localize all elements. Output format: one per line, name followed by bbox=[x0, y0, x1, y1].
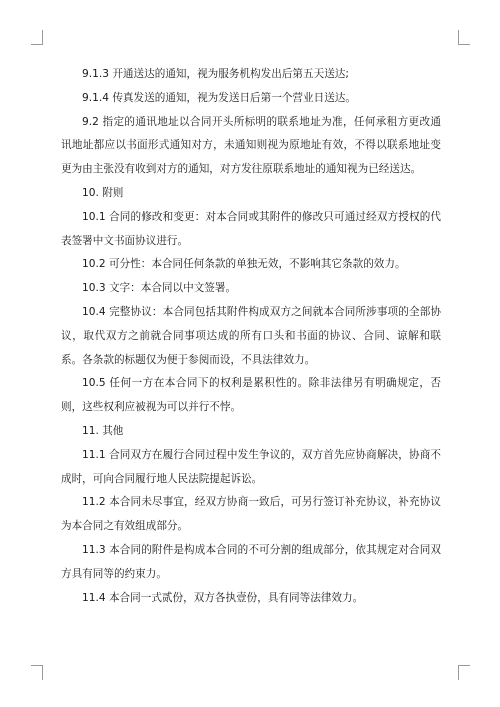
section-heading-10: 10. 附则 bbox=[82, 186, 124, 199]
document-body bbox=[61, 63, 441, 610]
clause-11-4: 11.4 本合同一式贰份，双方各执壹份，具有同等法律效力。 bbox=[82, 591, 364, 604]
clause-10-4: 10.4 完整协议：本合同包括其附件构成双方之间就本合同所涉事项的全部协议，取代双方之前就合同事项达成的所有口头和书面的协议、合同、谅解和联系。各条款的标题仅为便于参阅而设，不具法律效力。 bbox=[61, 305, 441, 366]
clause-11-3: 11.3 本合同的附件是构成本合同的不可分割的组成部分，依其规定对合同双方具有同等的约束力。 bbox=[61, 543, 441, 580]
crop-mark-top-left bbox=[31, 30, 43, 45]
clause-9-1-3: 9.1.3 开通送达的通知，视为服务机构发出后第五天送达; bbox=[82, 68, 349, 80]
clause-10-3: 10.3 文字：本合同以中文签署。 bbox=[82, 282, 237, 295]
section-heading-11: 11. 其他 bbox=[82, 424, 124, 437]
clause-9-1-4: 9.1.4 传真发送的通知，视为发送日后第一个营业日送达。 bbox=[82, 91, 356, 104]
crop-mark-bottom-right bbox=[458, 665, 470, 680]
clause-9-2: 9.2 指定的通讯地址以合同开头所标明的联系地址为准，任何承租方更改通讯地址都应以书面形式通知对方，未通知则视为原地址有效，不得以联系地址变更为由主张没有收到对方的通知，对方发往原联系地址的通知视为已经送达。 bbox=[61, 115, 441, 176]
clause-11-1: 11.1 合同双方在履行合同过程中发生争议的，双方首先应协商解决，协商不成时，可向合同履行地人民法院提起诉讼。 bbox=[61, 448, 441, 485]
clause-10-2: 10.2 可分性：本合同任何条款的单独无效，不影响其它条款的效力。 bbox=[82, 258, 406, 271]
crop-mark-bottom-left bbox=[31, 665, 43, 680]
clause-10-1: 10.1 合同的修改和变更：对本合同或其附件的修改只可通过经双方授权的代表签署中文书面协议进行。 bbox=[61, 210, 441, 247]
clause-10-5: 10.5 任何一方在本合同下的权利是累积性的。除非法律另有明确规定，否则，这些权利应被视为可以并行不悖。 bbox=[61, 377, 441, 414]
crop-mark-top-right bbox=[458, 30, 470, 45]
clause-11-2: 11.2 本合同未尽事宜，经双方协商一致后，可另行签订补充协议，补充协议为本合同之有效组成部分。 bbox=[61, 496, 441, 533]
